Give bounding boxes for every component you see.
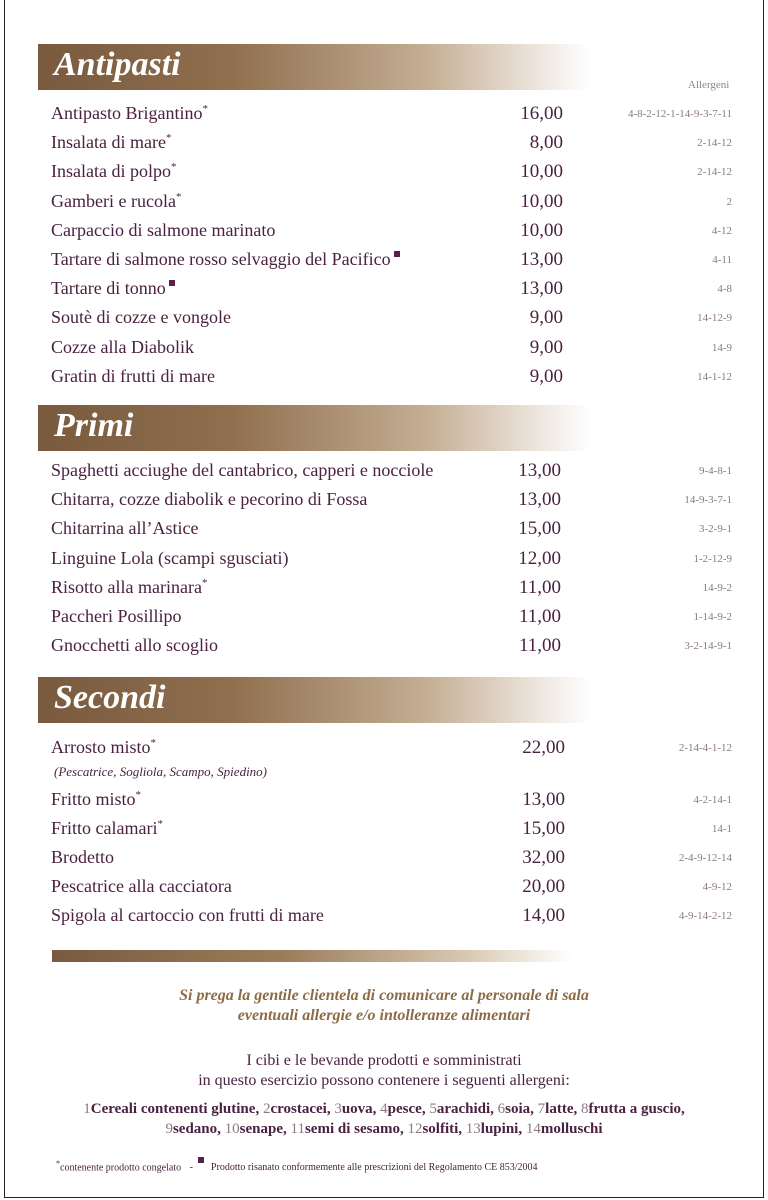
section-title-primi: Primi: [54, 407, 134, 444]
dish-allergens: 9-4-8-1: [699, 465, 732, 477]
dish-allergens: 14-9-2: [702, 581, 732, 594]
dish-name: [51, 905, 324, 926]
footnote: [56, 1159, 538, 1173]
dish-price: 9,00: [529, 336, 563, 358]
allergen-entry: [466, 1121, 519, 1137]
frozen-mark: *: [201, 576, 208, 589]
menu-item: [0, 876, 768, 902]
frozen-mark: *: [170, 161, 177, 174]
footnote-dash: -: [189, 1162, 193, 1174]
dish-price: 10,00: [520, 219, 563, 241]
menu-item: [0, 366, 768, 392]
allergen-name: lupini: [480, 1121, 519, 1137]
dish-price: 13,00: [520, 249, 563, 270]
dish-note: (Pescatrice, Sogliola, Scampo, Spiedino): [54, 764, 268, 779]
allergen-entry: [291, 1121, 400, 1137]
dish-name: [51, 337, 194, 358]
allergen-name: solfiti: [422, 1121, 459, 1137]
dish-allergens: 4-2-14-1: [693, 794, 732, 806]
dish-allergens: 4-12: [711, 224, 732, 237]
treated-square-icon: [169, 280, 175, 286]
dish-name: [51, 103, 208, 124]
allergen-name: soia: [505, 1101, 531, 1117]
dish-name-text: Paccheri Posillipo: [51, 606, 182, 626]
allergen-number: 14: [525, 1121, 541, 1137]
dish-price: 15,00: [518, 518, 561, 540]
dish-allergens: 14-1: [711, 823, 732, 835]
allergen-name: senape: [239, 1121, 283, 1137]
allergen-number: 8: [581, 1101, 589, 1117]
allergen-number: 9: [165, 1121, 173, 1137]
dish-allergens: 14-1-12: [697, 370, 732, 383]
menu-item: [0, 847, 768, 873]
menu-item: [0, 789, 768, 815]
dish-price: 11,00: [518, 635, 561, 657]
allergen-list-row2: 9sedano, 10senape, 11semi di sesamo, 12solfiti, 13lupini, 14molluschi: [165, 1121, 603, 1137]
frozen-mark: *: [56, 1159, 60, 1168]
section-band-secondi: [38, 677, 590, 723]
dish-name: [51, 460, 433, 481]
dish-name: [51, 220, 275, 241]
dish-price: 14,00: [522, 905, 565, 926]
dish-allergens: 1-14-9-2: [693, 611, 732, 623]
dish-allergens: 14-9: [711, 341, 732, 354]
dish-price: 16,00: [520, 103, 563, 124]
allergen-name: molluschi: [540, 1121, 603, 1137]
menu-item: [0, 307, 768, 333]
dish-name-text: Gratin di frutti di mare: [51, 365, 215, 386]
dish-price: 9,00: [529, 365, 563, 387]
dish-name: [51, 789, 141, 810]
section-title-secondi: Secondi: [54, 679, 166, 716]
allergen-entry: [498, 1101, 531, 1117]
allergen-entry: [165, 1121, 217, 1137]
treated-square-icon: [198, 1157, 204, 1163]
allergen-entry: [581, 1101, 681, 1117]
menu-item: [0, 606, 768, 632]
dish-name-text: Insalata di polpo: [51, 161, 171, 182]
dish-name-text: Pescatrice alla cacciatora: [51, 876, 232, 896]
dish-name: [51, 132, 171, 153]
menu-item: [0, 548, 768, 574]
dish-allergens: 4-9-14-2-12: [678, 910, 732, 922]
menu-item: [0, 278, 768, 304]
allergen-entry: [334, 1101, 372, 1117]
allergen-column-header: Allergeni: [688, 79, 730, 91]
dish-name: [51, 489, 367, 510]
allergen-info-line2: in questo esercizio possono contenere i seguenti allergeni:: [198, 1072, 570, 1089]
dish-name-text: Arrosto misto: [51, 737, 151, 757]
dish-name: [51, 635, 218, 656]
allergen-number: 3: [334, 1101, 342, 1117]
allergen-number: 13: [465, 1121, 481, 1137]
dish-allergens: 14-12-9: [697, 312, 732, 325]
dish-price: 11,00: [518, 606, 561, 627]
dish-name: [51, 161, 176, 182]
allergen-entry: [225, 1121, 283, 1137]
menu-item: [0, 905, 768, 931]
dish-name: [51, 606, 181, 627]
dish-allergens: 1-2-12-9: [693, 552, 732, 565]
menu-item: [0, 191, 768, 217]
allergen-entry: [407, 1121, 458, 1137]
dish-name-text: Spaghetti acciughe del cantabrico, capperi e nocciole: [51, 460, 434, 480]
frozen-mark: *: [157, 818, 163, 830]
dish-name-text: Chitarra, cozze diabolik e pecorino di Fossa: [51, 489, 368, 510]
allergen-name: uova: [341, 1101, 373, 1117]
dish-price: 12,00: [518, 547, 561, 569]
dish-name: [51, 191, 181, 212]
menu-item: [0, 103, 768, 129]
allergen-entry: [380, 1101, 422, 1117]
dish-name: [51, 366, 215, 387]
dish-price: 13,00: [522, 789, 565, 810]
allergen-name: sedano: [172, 1121, 218, 1137]
dish-name-text: Carpaccio di salmone marinato: [51, 219, 276, 240]
allergen-name: pesce: [387, 1101, 422, 1117]
dish-name-text: Tartare di tonno: [51, 278, 166, 299]
allergen-number: 12: [407, 1121, 423, 1137]
divider-bar: [52, 950, 572, 962]
dish-name-text: Fritto calamari: [51, 818, 158, 838]
dish-price: 9,00: [529, 307, 563, 329]
allergen-name: Cereali contenenti glutine: [90, 1101, 256, 1117]
allergen-number: 4: [380, 1101, 388, 1117]
allergen-number: 10: [224, 1121, 240, 1137]
dish-name-text: Fritto misto: [51, 789, 136, 809]
frozen-mark: *: [202, 103, 208, 115]
allergy-warning-line1: Si prega la gentile clientela di comunicare al personale di sala: [179, 987, 589, 1004]
dish-name: [51, 818, 163, 839]
dish-allergens: 14-9-3-7-1: [684, 494, 732, 507]
menu-item: [0, 220, 768, 246]
allergen-name: arachidi: [436, 1101, 491, 1117]
allergen-number: 6: [497, 1101, 506, 1117]
section-band-antipasti: [38, 44, 590, 90]
allergen-number: 7: [537, 1101, 546, 1117]
dish-name-text: Tartare di salmone rosso selvaggio del Pacifico: [51, 249, 391, 269]
dish-name: [51, 577, 207, 598]
dish-allergens: 2-14-12: [697, 166, 732, 179]
frozen-mark: *: [135, 789, 142, 801]
allergen-list-row1: 1Cereali contenenti glutine, 2crostacei, 3uova, 4pesce, 5arachidi, 6soia, 7latte, 8frutta a guscio,: [83, 1101, 685, 1117]
menu-item: [0, 161, 768, 187]
dish-price: 20,00: [522, 876, 565, 897]
menu-item: [0, 518, 768, 544]
menu-item: [0, 577, 768, 603]
dish-name: [51, 518, 198, 539]
dish-name-text: Brodetto: [51, 847, 114, 867]
dish-allergens: 4-11: [712, 254, 732, 266]
dish-name-text: Spigola al cartoccio con frutti di mare: [51, 905, 324, 925]
frozen-note: contenente prodotto congelato: [60, 1162, 182, 1174]
menu-item: [0, 737, 768, 763]
dish-allergens: 2-14-4-1-12: [678, 742, 732, 754]
allergen-entry: [526, 1121, 603, 1137]
dish-name-text: Antipasto Brigantino: [51, 103, 203, 123]
dish-price: 10,00: [520, 190, 563, 212]
dish-name: [51, 876, 232, 897]
dish-name-text: Gamberi e rucola: [51, 190, 176, 211]
dish-allergens: 2: [726, 195, 732, 208]
dish-price: 11,00: [518, 576, 561, 598]
dish-name: [51, 249, 400, 270]
dish-name: [51, 548, 288, 569]
dish-name-text: Gnocchetti allo scoglio: [51, 635, 218, 656]
allergen-name: frutta a guscio: [588, 1101, 681, 1117]
dish-price: 32,00: [522, 847, 565, 868]
dish-price: 22,00: [522, 737, 565, 758]
allergen-number: 1: [83, 1101, 91, 1117]
allergen-number: 5: [429, 1101, 437, 1117]
allergy-warning-line2: eventuali allergie e/o intolleranze alimentari: [237, 1007, 531, 1024]
dish-name-text: Chitarrina all’Astice: [51, 518, 199, 539]
dish-price: 8,00: [529, 132, 563, 154]
frozen-mark: *: [150, 737, 157, 749]
section-title-antipasti: Antipasti: [54, 46, 181, 83]
allergen-name: crostacei: [270, 1101, 327, 1117]
treated-note: Prodotto risanato conformemente alle prescrizioni del Regolamento CE 853/2004: [210, 1162, 538, 1174]
dish-price: 13,00: [518, 460, 561, 481]
menu-item: [0, 818, 768, 844]
allergen-number: 11: [290, 1121, 305, 1137]
allergen-name: semi di sesamo: [304, 1121, 400, 1137]
dish-price: 10,00: [520, 161, 563, 183]
allergen-entry: [538, 1101, 574, 1117]
dish-name: [51, 737, 156, 758]
dish-price: 15,00: [522, 818, 565, 839]
dish-allergens: 4-8-2-12-1-14-9-3-7-11: [627, 108, 732, 120]
menu-item: [0, 460, 768, 486]
allergen-entry: [263, 1101, 327, 1117]
dish-price: 13,00: [520, 278, 563, 300]
dish-name: [51, 278, 175, 299]
dish-name: [51, 307, 231, 328]
section-band-primi: [38, 405, 590, 451]
menu-item: [0, 249, 768, 275]
dish-allergens: 2-14-12: [697, 137, 732, 150]
dish-name-text: Insalata di mare: [51, 132, 166, 153]
allergen-info-line1: I cibi e le bevande prodotti e somministrati: [246, 1052, 522, 1069]
menu-item: [0, 489, 768, 515]
menu-item: [0, 337, 768, 363]
menu-item: [0, 635, 768, 661]
dish-name-text: Linguine Lola (scampi sgusciati): [51, 547, 289, 568]
dish-price: 13,00: [518, 489, 561, 511]
dish-allergens: 4-8: [717, 283, 732, 296]
dish-allergens: 2-4-9-12-14: [678, 852, 732, 864]
dish-name-text: Cozze alla Diabolik: [51, 336, 194, 357]
dish-allergens: 3-2-9-1: [699, 523, 732, 536]
dish-allergens: 3-2-14-9-1: [684, 640, 732, 653]
dish-name: [51, 847, 114, 868]
dish-allergens: 4-9-12: [702, 881, 732, 893]
menu-item: [0, 132, 768, 158]
allergen-entry: [83, 1101, 255, 1117]
allergen-number: 2: [262, 1101, 271, 1117]
frozen-mark: *: [175, 190, 182, 203]
frozen-mark: *: [165, 132, 172, 145]
allergen-entry: [429, 1101, 490, 1117]
dish-name-text: Risotto alla marinara: [51, 576, 202, 597]
dish-name-text: Soutè di cozze e vongole: [51, 307, 231, 328]
treated-square-icon: [394, 251, 400, 257]
allergen-name: latte: [545, 1101, 574, 1117]
